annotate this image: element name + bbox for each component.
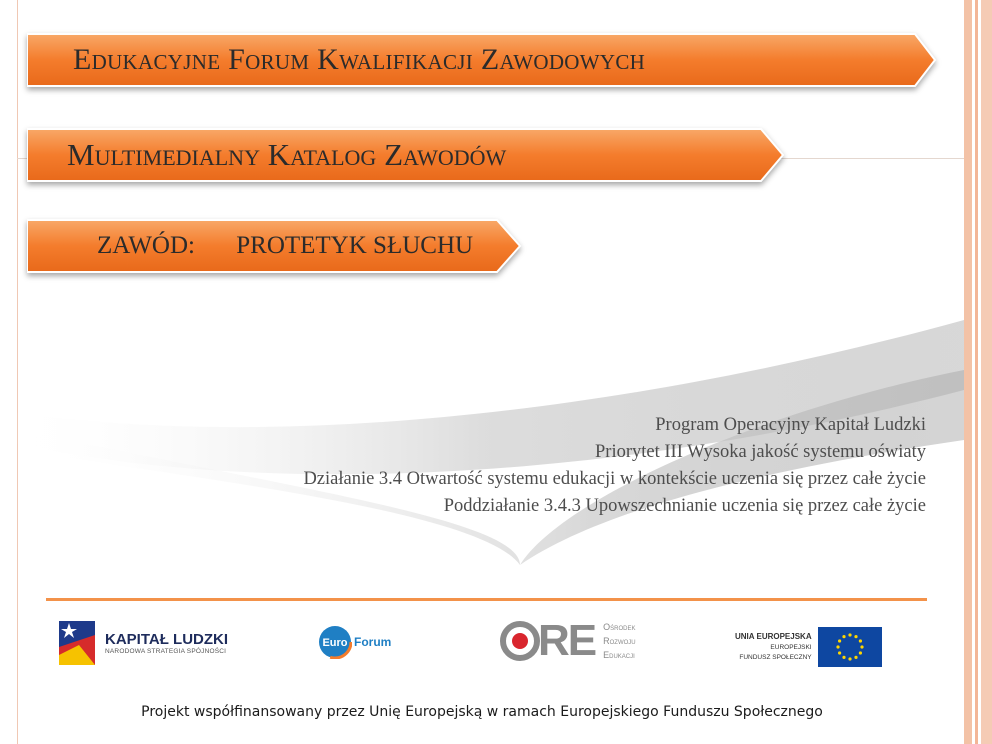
kapital-ludzki-logo [55, 617, 228, 669]
logo-bar [0, 615, 964, 675]
eu-text-block [735, 632, 812, 663]
right-border-stripes [964, 0, 992, 744]
ore-logo [500, 616, 636, 665]
kapital-ludzki-subtitle: NARODOWA STRATEGIA SPÓJNOŚCI [105, 648, 227, 655]
euro-forum-circle-icon [318, 625, 352, 659]
eu-line-1: UNIA EUROPEJSKA [735, 631, 812, 641]
kapital-ludzki-flag-icon [55, 617, 99, 669]
euro-forum-forum-text: Forum [354, 635, 392, 649]
euro-forum-logo [318, 625, 391, 659]
program-line-2: Priorytet III Wysoka jakość systemu oświaty [595, 442, 926, 462]
ore-line-3: Edukacji [603, 650, 635, 660]
ore-name-lines [603, 620, 636, 662]
ore-red-dot-icon [500, 619, 540, 663]
eu-flag-icon [818, 627, 882, 667]
catalog-title-banner [27, 127, 785, 183]
catalog-title-text: Multimedialny Katalog Zawodów [67, 137, 507, 172]
profession-name: PROTETYK SŁUCHU [236, 232, 474, 259]
profession-prefix: ZAWÓD: [97, 232, 202, 259]
eu-line-3: FUNDUSZ SPOŁECZNY [739, 653, 812, 661]
program-info [303, 412, 926, 520]
euro-forum-euro-text: Euro [322, 637, 348, 649]
eu-logo [735, 627, 882, 667]
ore-line-2: Rozwoju [603, 636, 636, 646]
program-line-3: Działanie 3.4 Otwartość systemu edukacji w kontekście uczenia się przez całe życie [303, 469, 926, 489]
profession-label [62, 232, 473, 260]
program-line-4: Poddziałanie 3.4.3 Upowszechnianie uczenia się przez całe życie [443, 496, 926, 516]
forum-title-text: Edukacyjne Forum Kwalifikacji Zawodowych [73, 43, 646, 76]
ore-line-1: Ośrodek [603, 622, 636, 632]
footer-cofinancing-text: Projekt współfinansowany przez Unię Europejską w ramach Europejskiego Funduszu Społecznego [141, 704, 823, 720]
forum-title-banner [27, 32, 937, 88]
profession-banner [27, 218, 522, 274]
ore-word: RE [538, 616, 596, 665]
orange-divider [46, 598, 927, 601]
program-line-1: Program Operacyjny Kapitał Ludzki [655, 415, 926, 435]
kapital-ludzki-title: KAPITAŁ LUDZKI [105, 631, 229, 648]
eu-line-2: EUROPEJSKI [770, 643, 812, 651]
